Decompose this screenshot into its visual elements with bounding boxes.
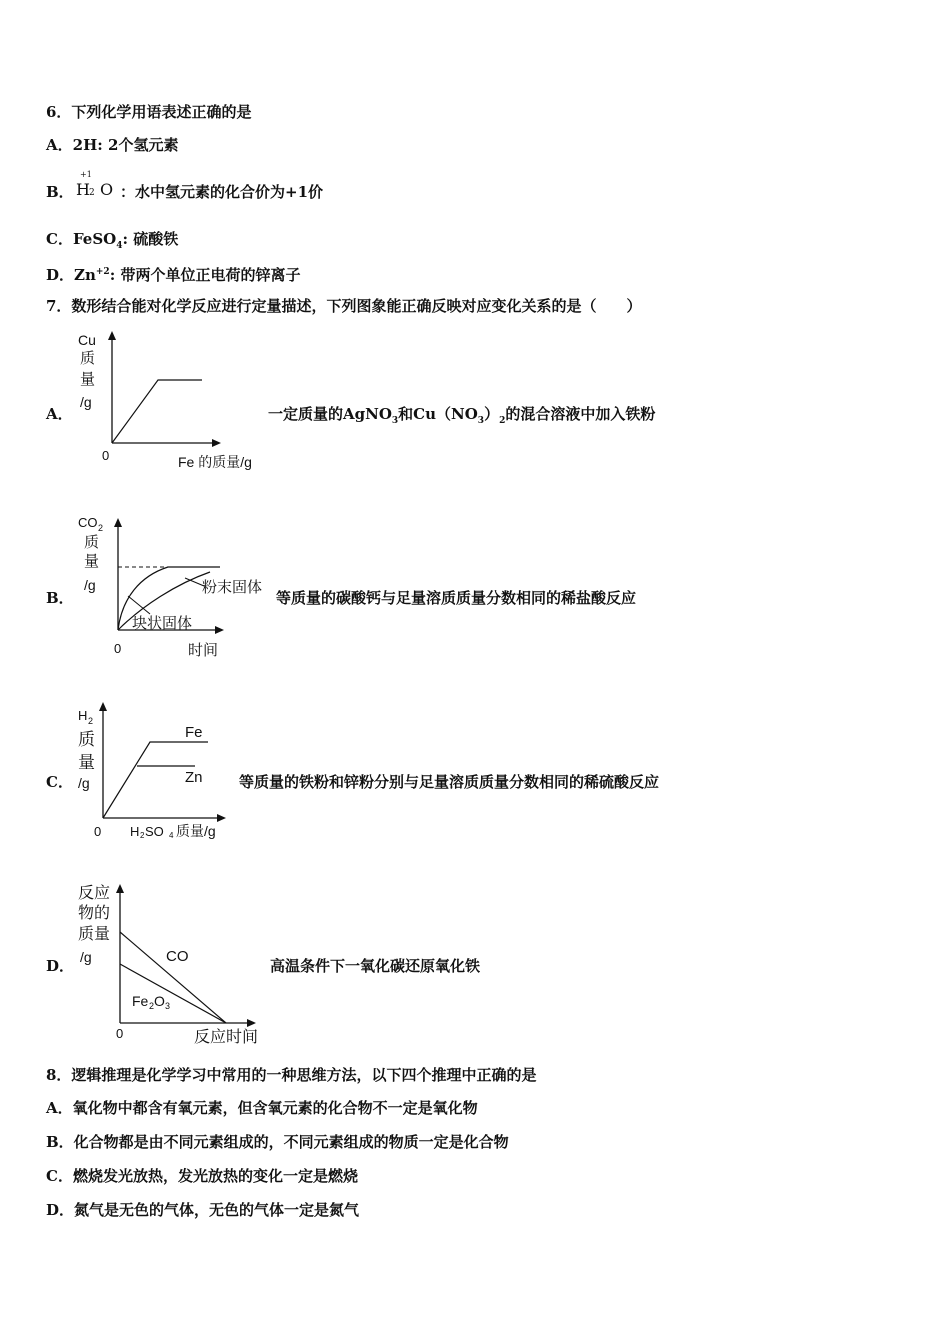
q8-option-c[interactable]: C．燃烧发光放热，发光放热的变化一定是燃烧 [46, 1167, 358, 1185]
x-label: 时间 [188, 642, 219, 659]
q6-d-text: : 带两个单位正电荷的锌离子 [109, 266, 301, 284]
q6-option-d[interactable] [46, 262, 300, 285]
y-label-1: H [78, 708, 88, 723]
powder-label: 粉末固体 [202, 579, 263, 596]
y-label-2: 质 [78, 730, 95, 749]
y-label-2: 物的 [78, 905, 111, 922]
x-label-mass: 质量/g [176, 823, 216, 839]
q7-d-letter: D． [46, 957, 75, 975]
x-label-sub2: 4 [169, 831, 174, 840]
y-label-2: 质 [84, 534, 100, 551]
q8-option-a[interactable]: A．氧化物中都含有氧元素，但含氧元素的化合物不一定是氧化物 [46, 1099, 478, 1117]
q7-a-letter: A． [46, 405, 73, 423]
x-label: Fe 的质量/g [178, 454, 252, 470]
q7-a-desc-sub3: 2 [499, 416, 506, 426]
q7-option-c[interactable] [46, 772, 73, 792]
y-label-1: 反应 [78, 885, 111, 902]
q6-option-a[interactable] [46, 135, 178, 155]
q6-d-sup: +2 [95, 267, 110, 277]
o-symbol: O [100, 180, 114, 199]
y-label-2: 质 [80, 350, 96, 367]
y-label-1-sub: 2 [88, 716, 94, 726]
q6-c-text: : 硫酸铁 [122, 230, 179, 248]
q6-option-b[interactable] [46, 182, 74, 202]
y-label-4: /g [84, 577, 96, 593]
q6-option-c[interactable] [46, 229, 178, 256]
y-axis-arrow [114, 518, 122, 527]
q6-a-letter: A． [46, 136, 73, 154]
x-label-so: SO [145, 824, 164, 839]
q6-c-formula: FeSO [72, 230, 117, 248]
q7-option-a[interactable] [46, 404, 73, 424]
q8-stem: 8．逻辑推理是化学学习中常用的一种思维方法，以下四个推理中正确的是 [46, 1066, 537, 1084]
zn-label: Zn [185, 769, 203, 786]
q7-stem: 7．数形结合能对化学反应进行定量描述，下列图象能正确反映对应变化关系的是（ ） [46, 297, 642, 315]
q7-c-letter: C． [46, 773, 73, 791]
origin-label: 0 [116, 1026, 124, 1041]
q6-c-sub: 4 [116, 241, 123, 251]
y-label-4: /g [80, 394, 92, 410]
q6-b-text: ：水中氢元素的化合价为+1价 [120, 183, 324, 201]
x-axis-arrow [247, 1019, 256, 1027]
y-label-1-sub: 2 [98, 523, 104, 533]
q7-d-desc: 高温条件下一氧化碳还原氧化铁 [270, 957, 481, 975]
y-label-1: Cu [78, 332, 96, 348]
q8-option-b[interactable]: B．化合物都是由不同元素组成的，不同元素组成的物质一定是化合物 [46, 1133, 509, 1151]
y-axis-arrow [99, 702, 107, 711]
y-label-1: CO [78, 515, 98, 530]
q6-d-formula: Zn [74, 266, 96, 284]
q8-option-d[interactable]: D．氮气是无色的气体，无色的气体一定是氮气 [46, 1201, 360, 1219]
q6-a-text: 2H: 2个氢元素 [72, 136, 179, 154]
q7-a-graph [70, 328, 270, 473]
fe2o3-label-sub2: 3 [165, 1001, 171, 1011]
co-label: CO [166, 948, 189, 965]
h-charge: +1 [80, 170, 92, 179]
q7-a-desc-4: 的混合溶液中加入铁粉 [505, 405, 656, 423]
co-line [120, 932, 226, 1023]
block-label: 块状固体 [132, 615, 193, 632]
y-label-3: 量 [78, 753, 95, 772]
fe-label: Fe [185, 724, 203, 741]
x-label-h: H [130, 824, 140, 839]
x-label: 反应时间 [194, 1029, 259, 1046]
x-axis-arrow [212, 439, 221, 447]
fe2o3-label-sub1: 2 [149, 1001, 155, 1011]
q7-b-letter: B． [46, 589, 74, 607]
y-axis-arrow [108, 331, 116, 340]
q7-a-desc-sub1: 3 [391, 416, 399, 426]
fe2o3-label-fe: Fe [132, 993, 149, 1009]
q7-c-desc: 等质量的铁粉和锌粉分别与足量溶质质量分数相同的稀硫酸反应 [239, 773, 660, 791]
y-label-3: 质量 [78, 926, 111, 943]
cu-line [112, 380, 202, 443]
y-axis-arrow [116, 884, 124, 893]
y-label-4: /g [80, 949, 92, 965]
q7-a-desc-3: ） [484, 405, 500, 423]
q6-c-letter: C． [46, 230, 73, 248]
q6-d-letter: D． [46, 266, 75, 284]
origin-label: 0 [114, 641, 122, 656]
origin-label: 0 [94, 824, 102, 839]
q7-b-desc: 等质量的碳酸钙与足量溶质质量分数相同的稀盐酸反应 [276, 589, 637, 607]
q7-a-desc-sub2: 3 [477, 416, 485, 426]
q7-a-desc-2: 和Cu（NO [398, 405, 478, 423]
q6-stem: 6．下列化学用语表述正确的是 [46, 103, 252, 121]
q7-a-desc [268, 404, 655, 431]
h-symbol: H [76, 180, 90, 199]
x-axis-arrow [215, 626, 224, 634]
x-label-sub1: 2 [140, 831, 145, 840]
y-label-4: /g [78, 775, 90, 791]
q6-b-letter: B． [46, 183, 74, 201]
y-label-3: 量 [84, 553, 100, 570]
x-axis-arrow [217, 814, 226, 822]
origin-label: 0 [102, 448, 110, 463]
y-label-3: 量 [80, 371, 96, 388]
q7-a-desc-1: 一定质量的AgNO [268, 405, 392, 423]
q7-b-graph [70, 510, 280, 662]
fe2o3-label-o: O [154, 993, 165, 1009]
q7-c-graph [70, 700, 250, 842]
h-sub: 2 [89, 188, 95, 198]
q7-d-graph [70, 878, 270, 1048]
